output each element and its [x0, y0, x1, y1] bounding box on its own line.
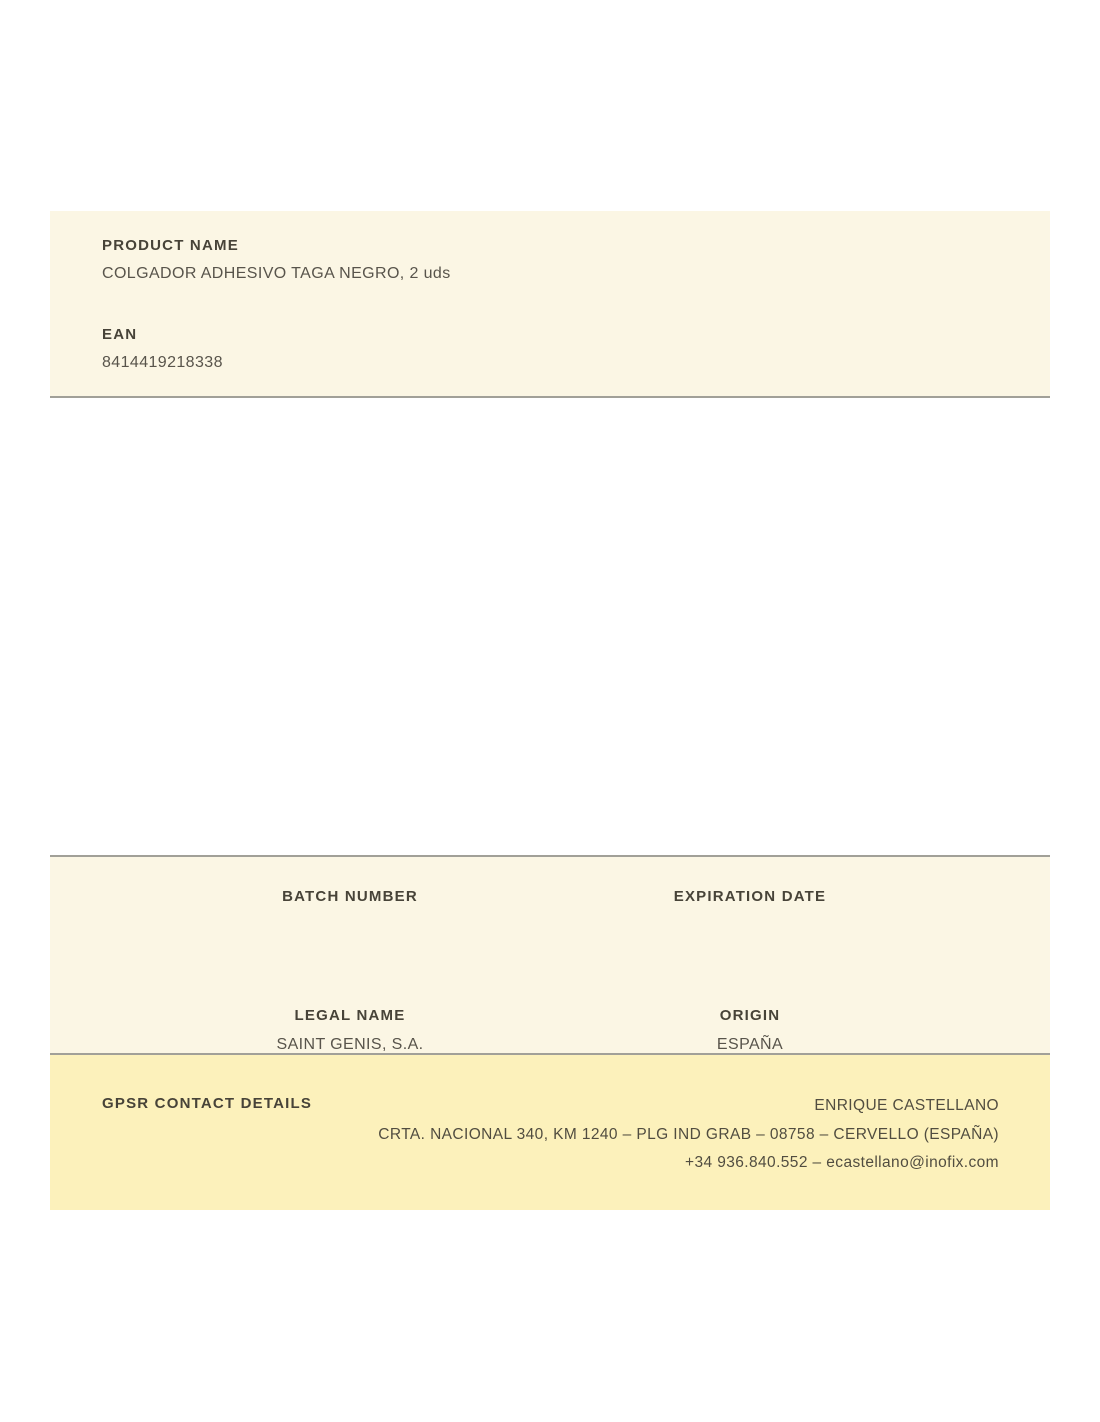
product-name-field — [102, 236, 1050, 284]
gpsr-contact-address: CRTA. NACIONAL 340, KM 1240 – PLG IND GRAB – 08758 – CERVELLO (ESPAÑA) — [378, 1125, 999, 1143]
expiration-date-field — [550, 887, 950, 936]
gpsr-contact-phone-email: +34 936.840.552 – ecastellano@inofix.com — [685, 1154, 999, 1171]
legal-name-label: LEGAL NAME — [294, 1007, 406, 1024]
expiration-date-label: EXPIRATION DATE — [673, 888, 827, 905]
ean-value: 8414419218338 — [102, 354, 223, 371]
gpsr-contact-section — [50, 1055, 1050, 1210]
gpsr-contact-name: ENRIQUE CASTELLANO — [814, 1097, 999, 1114]
product-name-label: PRODUCT NAME — [102, 237, 239, 254]
gpsr-contact-block — [378, 1092, 999, 1178]
product-info-section — [50, 211, 1050, 398]
ean-field — [102, 325, 1050, 373]
expiration-date-value — [550, 916, 950, 936]
origin-label: ORIGIN — [719, 1007, 781, 1024]
origin-field — [550, 1006, 950, 1055]
gpsr-contact-title: GPSR CONTACT DETAILS — [102, 1095, 313, 1112]
origin-value: ESPAÑA — [716, 1036, 784, 1053]
batch-number-field — [150, 887, 550, 936]
batch-origin-section — [50, 855, 1050, 1055]
batch-number-label: BATCH NUMBER — [282, 888, 418, 905]
product-name-value: COLGADOR ADHESIVO TAGA NEGRO, 2 uds — [102, 265, 451, 282]
legal-name-value: SAINT GENIS, S.A. — [276, 1036, 424, 1053]
batch-origin-grid — [150, 887, 950, 1055]
legal-name-field — [150, 1006, 550, 1055]
ean-label: EAN — [102, 326, 138, 343]
batch-number-value — [150, 916, 550, 936]
